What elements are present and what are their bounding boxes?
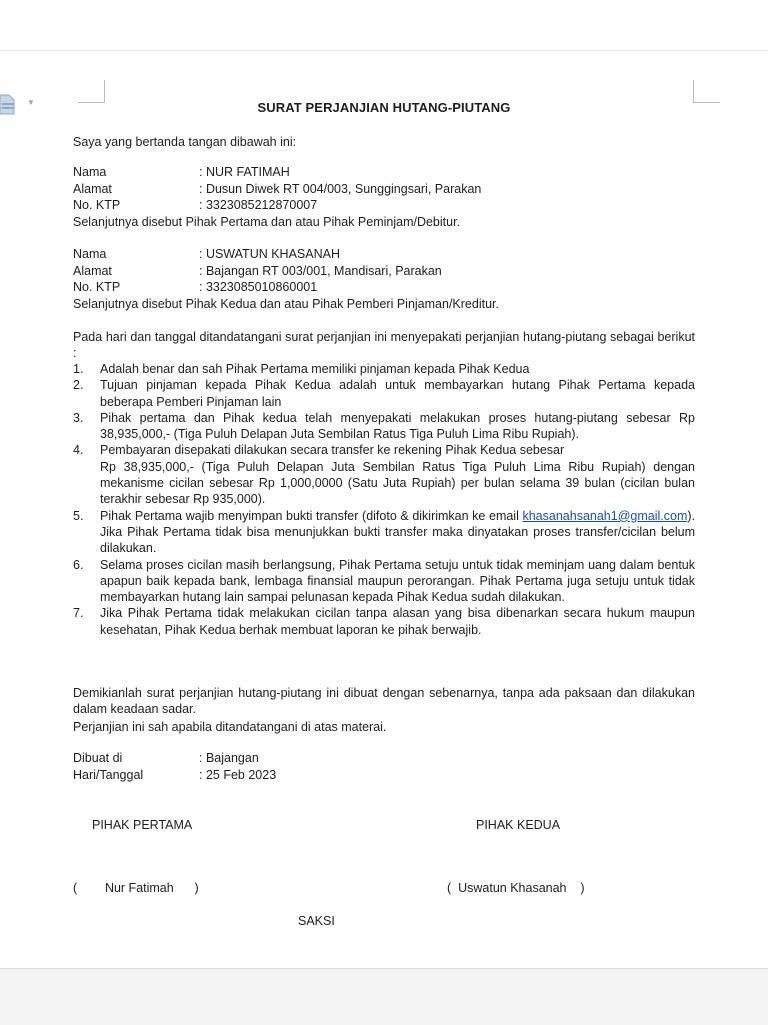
clause-text-part: ). Jika Pihak Pertama tidak bisa menunjukkan bukti transfer maka dinyatakan proses transfer/cicilan belum dilakukan. — [100, 508, 695, 556]
page-top-border — [0, 50, 768, 51]
value: : 3323085010860001 — [199, 280, 318, 294]
signature-label-first-party: PIHAK PERTAMA — [92, 818, 193, 832]
intro-text: Saya yang bertanda tangan dibawah ini: — [73, 135, 297, 149]
chevron-down-icon[interactable]: ▼ — [27, 98, 35, 107]
closing-text: Demikianlah surat perjanjian hutang-piutang ini dibuat dengan sebenarnya, tanpa ada paksaan dan dilakukan dalam keadaan sadar. — [73, 686, 695, 717]
witness-label: SAKSI — [298, 914, 335, 928]
value: : NUR FATIMAH — [199, 165, 290, 179]
label: Dibuat di — [73, 751, 123, 765]
signature-label-second-party: PIHAK KEDUA — [476, 818, 561, 832]
clause-text — [100, 442, 695, 507]
label: Nama — [73, 165, 107, 179]
clause-text: Selama proses cicilan masih berlangsung, Pihak Pertama setuju untuk tidak meminjam uang dalam bentuk apapun baik kepada bank, lembaga finansial maupun perorangan. Pihak Pertama juga setuju untuk tidak membayarkan hutang lain sampai pelunasan kepada Pihak Kedua sudah dilakukan. — [100, 557, 695, 605]
clause-text: Jika Pihak Pertama tidak melakukan cicilan tanpa alasan yang bisa dibenarkan secara hukum maupun kesehatan, Pihak Kedua berhak membuat laporan ke pihak berwajib. — [100, 606, 695, 637]
party1-details — [73, 164, 481, 230]
clause-item — [73, 442, 695, 507]
signature-name-second-party: ( Uswatun Khasanah ) — [447, 881, 585, 895]
clause-text-rest: Rp 38,935,000,- (Tiga Puluh Delapan Juta Sembilan Ratus Tiga Puluh Lima Ribu Rupiah) dengan mekanisme cicilan sebesar Rp 1,000,0000 (Satu Juta Rupiah) per bulan selama 39 bulan (cicilan bulan terakhir sebesar Rp 935,000). — [100, 459, 695, 507]
clause-text-part: Pihak Pertama wajib menyimpan bukti transfer (difoto & dikirimkan ke email — [100, 508, 523, 523]
label: Alamat — [73, 263, 112, 278]
email-link[interactable]: khasanahsanah1@gmail.com — [522, 508, 688, 523]
clause-text: Adalah benar dan sah Pihak Pertama memiliki pinjaman kepada Pihak Kedua — [100, 362, 530, 376]
signature-name-first-party: ( Nur Fatimah ) — [73, 881, 199, 895]
label: No. KTP — [73, 280, 121, 294]
clause-text — [100, 508, 695, 557]
label: Nama — [73, 247, 107, 261]
value: : 3323085212870007 — [199, 198, 318, 212]
clause-item — [73, 508, 695, 557]
value: : Bajangan — [199, 751, 259, 765]
clause-item — [73, 410, 695, 443]
clause-item — [73, 605, 695, 638]
clause-text-line: Pembayaran disepakati dilakukan secara transfer ke rekening Pihak Kedua sebesar — [100, 443, 565, 458]
party2-note: Selanjutnya disebut Pihak Kedua dan atau Pihak Pemberi Pinjaman/Kreditur. — [73, 296, 499, 311]
clause-text: Tujuan pinjaman kepada Pihak Kedua adalah untuk membayarkan hutang Pihak Pertama kepada beberapa Pemberi Pinjaman lain — [100, 378, 695, 409]
value: : Bajangan RT 003/001, Mandisari, Parakan — [199, 263, 442, 278]
clause-item — [73, 557, 695, 606]
clause-number: 6. — [73, 557, 84, 572]
document-title: SURAT PERJANJIAN HUTANG-PIUTANG — [257, 100, 511, 115]
made-details — [73, 750, 276, 783]
agreement-intro: Pada hari dan tanggal ditandatangani surat perjanjian ini menyepakati perjanjian hutang-piutang sebagai berikut : — [73, 330, 695, 361]
clause-number: 1. — [73, 362, 84, 376]
clause-number: 4. — [73, 443, 84, 458]
label: Alamat — [73, 181, 112, 196]
page-bottom-border — [0, 968, 768, 1025]
clause-number: 7. — [73, 606, 84, 621]
clause-item — [73, 361, 695, 377]
party2-details — [73, 246, 499, 312]
clause-number: 5. — [73, 508, 84, 523]
label: No. KTP — [73, 198, 121, 212]
party1-note: Selanjutnya disebut Pihak Pertama dan atau Pihak Peminjam/Debitur. — [73, 214, 461, 229]
value: : Dusun Diwek RT 004/003, Sunggingsari, Parakan — [199, 181, 482, 196]
value: : 25 Feb 2023 — [199, 767, 277, 782]
value: : USWATUN KHASANAH — [199, 247, 340, 261]
clause-item — [73, 377, 695, 410]
clause-text: Pihak pertama dan Pihak kedua telah menyepakati melakukan proses hutang-piutang sebesar Rp 38,935,000,- (Tiga Puluh Delapan Juta Sembilan Ratus Tiga Puluh Lima Ribu Rupiah). — [100, 410, 695, 442]
clause-number: 2. — [73, 378, 84, 393]
validity-text: Perjanjian ini sah apabila ditandatangani di atas materai. — [73, 720, 387, 734]
label: Hari/Tanggal — [73, 767, 144, 782]
clause-number: 3. — [73, 410, 84, 425]
clause-list — [73, 361, 695, 638]
